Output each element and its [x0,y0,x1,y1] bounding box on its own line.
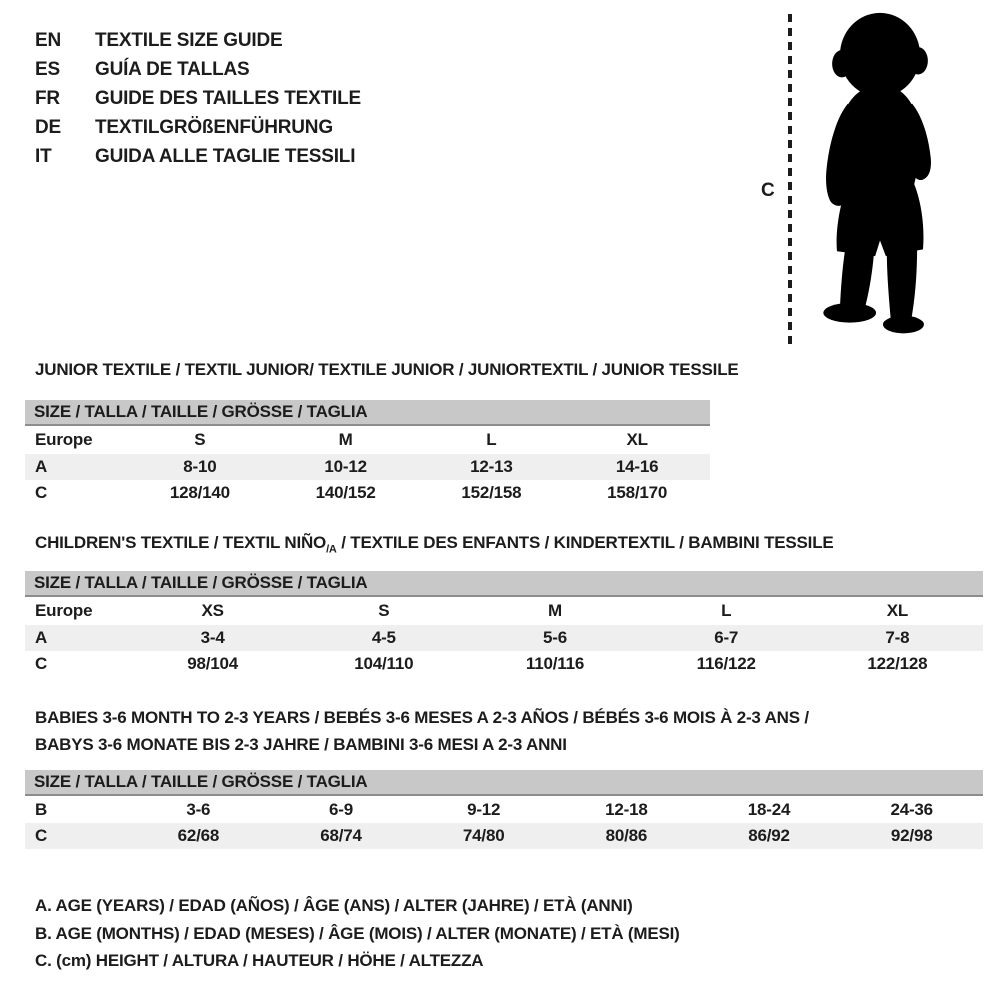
language-row-en [35,26,361,55]
height-cell: 98/104 [187,654,238,673]
footnote-a: A. AGE (YEARS) / EDAD (AÑOS) / ÂGE (ANS) / ALTER (JAHRE) / ETÀ (ANNI) [35,896,633,915]
children-column-header: S [378,601,390,620]
junior-column-header: L [486,430,497,449]
baby-silhouette-icon [806,10,954,347]
footnotes [35,892,680,975]
junior-column-header: M [338,430,353,449]
height-cell: 128/140 [169,483,230,502]
height-marker-label: C [761,180,775,201]
language-title: GUIDE DES TAILLES TEXTILE [95,88,361,109]
junior-column-header: XL [626,430,648,449]
children-column-header: XS [201,601,224,620]
language-code: ES [35,59,60,80]
junior-region-label: Europe [35,430,93,449]
children-size-header-bar: SIZE / TALLA / TAILLE / GRÖSSE / TAGLIA [25,571,983,597]
height-cell: 80/86 [605,826,648,845]
age-cell: 6-7 [714,628,739,647]
row-label: C [35,483,48,502]
junior-column-header: S [194,430,206,449]
age-cell: 6-9 [329,799,353,819]
age-cell: 4-5 [371,628,396,647]
height-cell: 152/158 [461,483,522,502]
junior-region-row [25,426,710,454]
language-title: GUÍA DE TALLAS [95,59,250,80]
height-cell: 62/68 [177,826,220,845]
language-row-it [35,142,361,171]
height-cell: 92/98 [890,826,933,845]
age-cell: 8-10 [183,457,217,476]
row-label: C [35,654,48,673]
language-row-es [35,55,361,84]
language-row-de [35,113,361,142]
children-column-header: XL [886,601,909,620]
height-cell: 68/74 [320,826,362,845]
age-cell: 3-4 [200,628,225,647]
height-cell: 122/128 [867,654,928,673]
age-cell: 24-36 [890,799,933,819]
height-cell: 86/92 [748,826,790,845]
children-section-title [35,533,834,555]
children-row-c [25,651,983,677]
age-cell: 12-13 [470,457,513,476]
babies-size-header-bar: SIZE / TALLA / TAILLE / GRÖSSE / TAGLIA [25,770,983,796]
height-cell: 110/116 [525,654,585,673]
babies-section-title [35,704,809,758]
language-title: GUIDA ALLE TAGLIE TESSILI [95,146,356,167]
age-cell: 3-6 [186,799,211,819]
children-row-a [25,625,983,651]
junior-row-a [25,454,710,480]
children-title-subscript: /A [326,543,337,556]
footnote-b: B. AGE (MONTHS) / EDAD (MESES) / ÂGE (MOIS) / ALTER (MONATE) / ETÀ (MESI) [35,923,680,943]
junior-row-c [25,480,710,506]
language-code: FR [35,88,60,109]
row-label: A [35,628,48,647]
row-label: A [35,457,48,476]
children-title-prefix: CHILDREN'S TEXTILE / TEXTIL NIÑO [35,533,327,552]
language-title: TEXTILGRÖßENFÜHRUNG [95,117,333,138]
height-cell: 74/80 [462,826,505,845]
height-cell: 116/122 [696,654,756,673]
row-label: C [35,826,48,845]
age-cell: 14-16 [615,457,659,476]
age-cell: 9-12 [467,799,501,819]
language-code: IT [35,146,52,167]
height-cell: 140/152 [315,483,376,502]
children-column-header: L [721,601,732,620]
language-title-list [35,26,361,171]
junior-size-header-bar: SIZE / TALLA / TAILLE / GRÖSSE / TAGLIA [25,400,710,426]
age-cell: 12-18 [605,799,648,819]
footnote-c: C. (cm) HEIGHT / ALTURA / HAUTEUR / HÖHE / ALTEZZA [35,951,484,970]
children-region-row [25,597,983,625]
children-size-table [25,571,983,677]
height-cell: 104/110 [354,654,414,673]
age-cell: 5-6 [543,628,567,647]
row-label: B [35,799,48,819]
babies-title-line2: BABYS 3-6 MONATE BIS 2-3 JAHRE / BAMBINI 3-6 MESI A 2-3 ANNI [35,735,567,754]
junior-size-table [25,400,710,506]
children-title-suffix: / TEXTILE DES ENFANTS / KINDERTEXTIL / BAMBINI TESSILE [336,533,834,552]
children-column-header: M [548,601,562,620]
language-code: DE [35,117,61,138]
children-region-label: Europe [35,601,93,620]
age-cell: 10-12 [324,457,367,476]
height-cell: 158/170 [607,483,668,502]
babies-row-b [25,796,983,823]
language-code: EN [35,30,61,51]
age-cell: 18-24 [747,799,791,819]
language-title: TEXTILE SIZE GUIDE [95,30,283,51]
age-cell: 7-8 [885,628,910,647]
height-measure-dotted-line [788,14,792,346]
babies-size-table [25,770,983,849]
junior-section-title: JUNIOR TEXTILE / TEXTIL JUNIOR/ TEXTILE JUNIOR / JUNIORTEXTIL / JUNIOR TESSILE [35,360,739,379]
babies-row-c [25,823,983,849]
babies-title-line1: BABIES 3-6 MONTH TO 2-3 YEARS / BEBÉS 3-6 MESES A 2-3 AÑOS / BÉBÉS 3-6 MOIS À 2-3 ANS / [35,708,809,727]
language-row-fr [35,84,361,113]
